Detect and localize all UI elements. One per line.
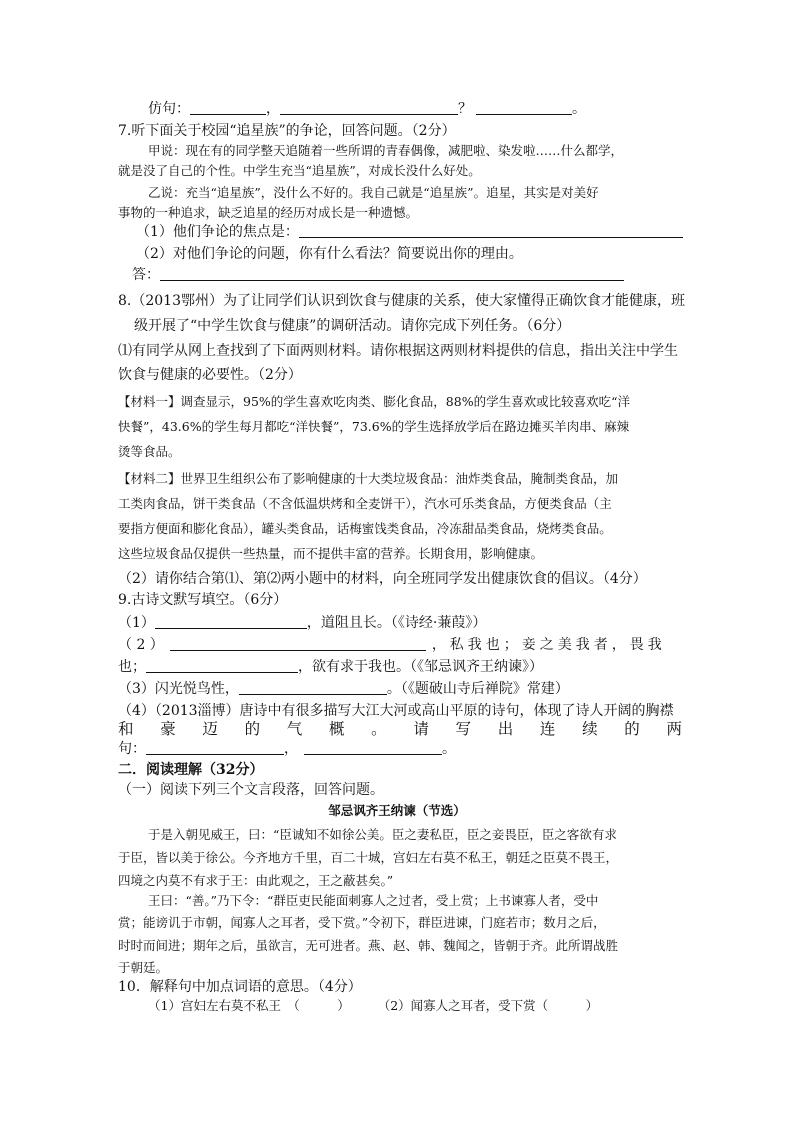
blank[interactable] <box>304 740 442 755</box>
q9-line4-answer <box>118 740 684 758</box>
q8-m2-4: 这些垃圾食品仅提供一些热量，而不提供丰富的营养。长期食用，影响健康。 <box>118 546 544 561</box>
blank[interactable] <box>280 100 458 115</box>
q8-sub2: （2）请你结合第⑴、第⑵两小题中的材料，向全班同学发出健康饮食的倡议。（4分） <box>118 571 647 587</box>
passage-title: 邹忌讽齐王纳谏（节选） <box>328 803 466 818</box>
section2-intro: （一）阅读下列三个文言段落，回答问题。 <box>118 782 384 798</box>
blank[interactable] <box>190 100 266 115</box>
q10-item-1: （1）宫妇左右莫不私王 （ ） <box>148 998 350 1013</box>
q6-imitation-line <box>148 100 684 118</box>
q7-answer-label: 答： <box>132 267 160 283</box>
q8-m1-1: 【材料一】调查显示，95%的学生喜欢吃肉类、膨化食品，88%的学生喜欢或比较喜欢吃“洋 <box>118 394 630 409</box>
blank[interactable] <box>239 680 387 695</box>
q8-m2-3: 要指方便面和膨化食品），罐头类食品，话梅蜜饯类食品，冷冻甜品类食品，烧烤类食品。 <box>118 521 612 536</box>
q9-line4: （4）（2013淄博）唐诗中有很多描写大江大河或高山平原的诗句，体现了诗人开阔的胸襟 <box>118 703 674 719</box>
char: 概 <box>328 720 345 738</box>
q7-sub1 <box>136 223 684 241</box>
char: 续 <box>582 720 598 738</box>
q6-end: 。 <box>572 101 586 117</box>
q6-label: 仿句： <box>148 101 190 117</box>
q8-sub1-2: 饮食与健康的必要性。（2分） <box>118 367 302 383</box>
p1-line1: 于是入朝见威王，曰：“臣诚知不如徐公美。臣之妻私臣，臣之妾畏臣，臣之客欲有求 <box>148 827 617 842</box>
char: 的 <box>624 720 640 738</box>
q7-title: 7.听下面关于校园“追星族”的争论，回答问题。（2分） <box>118 123 456 139</box>
q9-line3 <box>118 680 684 698</box>
q7-answer <box>132 266 684 284</box>
char: 写 <box>455 720 472 738</box>
q7-jia-1: 甲说：现在有的同学整天追随着一些所谓的青春偶像，减肥啦、染发啦……什么都学， <box>148 143 624 158</box>
char: 出 <box>497 720 514 738</box>
char: 。 <box>371 720 387 738</box>
q7-yi-1: 乙说：充当“追星族”，没什么不好的。我自己就是“追星族”。追星，其实是对美好 <box>148 185 599 200</box>
blank[interactable] <box>476 100 572 115</box>
q8-sub1-1: ⑴有同学从网上查找到了下面两则材料。请你根据这两则材料提供的信息，指出关注中学生 <box>118 343 678 359</box>
answer-blank[interactable] <box>299 223 683 238</box>
q8-title-1: 8.（2013鄂州）为了让同学们认识到饮食与健康的关系，使大家懂得正确饮食才能健康，班 <box>118 293 685 309</box>
answer-blank[interactable] <box>160 266 624 281</box>
q8-title-2: 级开展了“中学生饮食与健康”的调研活动。请你完成下列任务。（6分） <box>134 318 571 334</box>
p2-line3: 时时而间进；期年之后，虽欲言，无可进者。燕、赵、韩、魏闻之，皆朝于齐。此所谓战胜 <box>118 938 619 953</box>
q8-m1-2: 快餐”，43.6%的学生每月都吃“洋快餐”，73.6%的学生选择放学后在路边摊买羊肉串、麻辣 <box>118 419 630 434</box>
q9-line2 <box>118 636 684 654</box>
q9-line1 <box>118 614 684 632</box>
char: 的 <box>244 720 261 738</box>
q9-l1-num: （1） <box>118 615 155 631</box>
q9-l3b: 。（《题破山寺后禅院》常建） <box>386 681 569 697</box>
q7-sub2: （2）对他们争论的问题，你有什么看法？简要说出你的理由。 <box>136 246 523 262</box>
char: 两 <box>666 720 682 738</box>
q9-l2c: 也； <box>118 659 146 675</box>
p2-line4: 于朝廷。 <box>118 960 169 975</box>
q9-title: 9.古诗文默写填空。（6分） <box>118 592 288 608</box>
p2-line2: 赏；能谤讥于市朝，闻寡人之耳者，受下赏。”令初下，群臣进谏，门庭若市；数月之后， <box>118 915 606 930</box>
q6-qmark: ？ <box>458 101 472 117</box>
char: 和 <box>118 720 134 738</box>
char: 气 <box>286 720 303 738</box>
q9-line4-justified <box>118 720 682 738</box>
q8-m2-2: 工类肉食品，饼干类食品（不含低温烘烤和全麦饼干），汽水可乐类食品，方便类食品（主 <box>118 496 612 511</box>
q9-l4c: 句： <box>118 741 146 757</box>
blank[interactable] <box>155 614 307 629</box>
q7-yi-2: 事物的一种追求，缺乏追星的经历对成长是一种遗憾。 <box>118 205 419 220</box>
q9-l4d: ， <box>284 741 298 757</box>
q9-l2d: ，欲有求于我也。（《邹忌讽齐王纳谏》） <box>298 659 543 675</box>
p1-line3: 四境之内莫不有求于王：由此观之，王之蔽甚矣。” <box>118 873 394 888</box>
section2-title: 二．阅读理解（32分） <box>118 762 264 778</box>
q9-line2b <box>118 658 684 676</box>
p2-line1: 王曰：“善。”乃下令：“群臣吏民能面刺寡人之过者，受上赏；上书谏寡人者，受中 <box>148 893 599 908</box>
q8-m2-1: 【材料二】世界卫生组织公布了影响健康的十大类垃圾食品：油炸类食品，腌制类食品，加 <box>118 471 619 486</box>
char: 豪 <box>160 720 176 738</box>
p1-line2: 于臣，皆以美于徐公。今齐地方千里，百二十城，宫妇左右莫不私王，朝廷之臣莫不畏王， <box>118 850 619 865</box>
q6-comma: ， <box>266 101 280 117</box>
q10-item-2: （2）闻寡人之耳者，受下赏（ ） <box>377 998 599 1013</box>
q9-l1-tail: ，道阻且长。（《诗经·蒹葭》） <box>306 615 487 631</box>
q7-jia-2: 就是没了自己的个性。中学生充当“追星族”，对成长没什么好处。 <box>118 163 481 178</box>
q9-l2-num: （ 2 ） <box>118 637 164 653</box>
blank[interactable] <box>170 636 426 651</box>
q10-items <box>148 997 684 1015</box>
q7-sub1-text: （1）他们争论的焦点是： <box>136 224 299 240</box>
q8-m1-3: 烫等食品。 <box>118 444 181 459</box>
char: 迈 <box>202 720 218 738</box>
q10-title: 10．解释句中加点词语的意思。（4分） <box>118 979 362 995</box>
char: 请 <box>413 720 429 738</box>
q9-l3a: （3）闪光悦鸟性， <box>118 681 239 697</box>
char: 连 <box>539 720 556 738</box>
blank[interactable] <box>146 740 284 755</box>
blank[interactable] <box>146 658 298 673</box>
q9-l2-tail: ，私我也；妾之美我者，畏我 <box>431 637 666 653</box>
q9-l4e: 。 <box>442 741 456 757</box>
